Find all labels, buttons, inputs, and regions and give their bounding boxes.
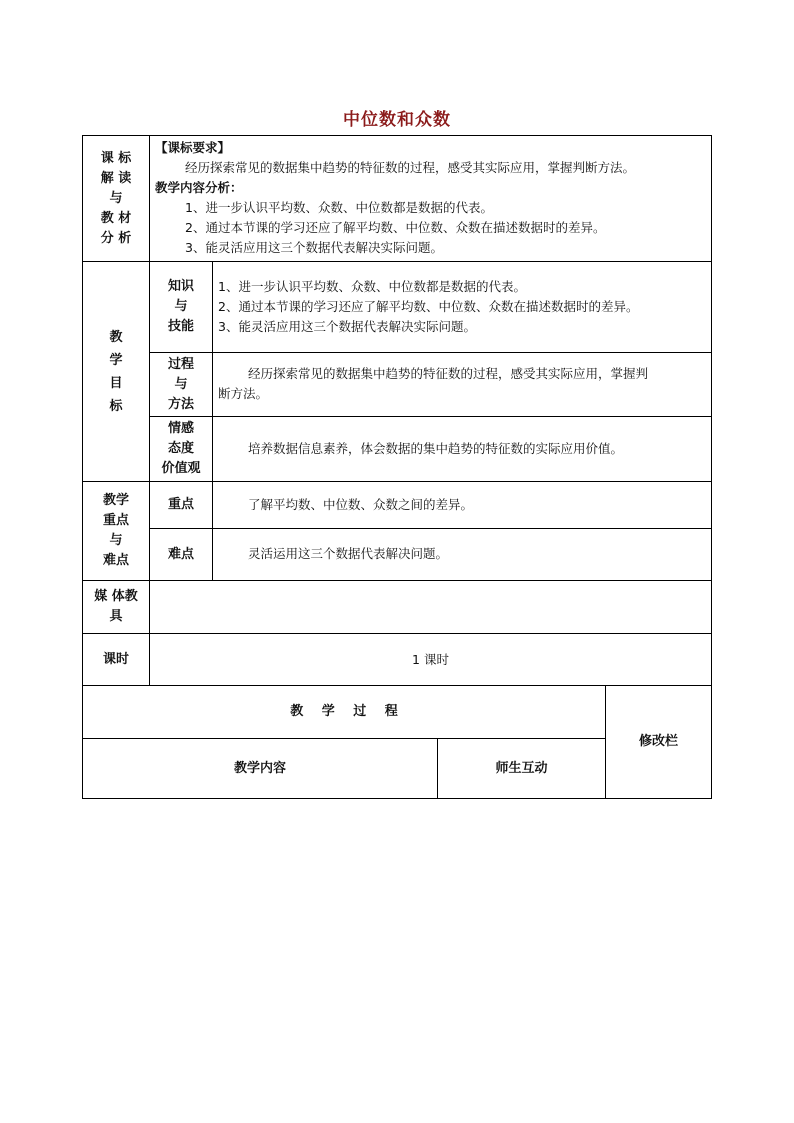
focus-label: 教学 重点 与 难点 (102, 493, 129, 568)
knowledge-label: 知识 与 技能 (167, 279, 194, 334)
analysis-item: 2、通过本节课的学习还应了解平均数、中位数、众数在描述数据时的差异。 (185, 220, 606, 235)
standards-label: 课 标 解 读 与 教 材 分 析 (100, 150, 132, 246)
knowledge-item: 2、通过本节课的学习还应了解平均数、中位数、众数在描述数据时的差异。 (218, 299, 639, 314)
document-title: 中位数和众数 (343, 110, 451, 130)
knowledge-item: 1、进一步认识平均数、众数、中位数都是数据的代表。 (218, 279, 526, 294)
difficulty-content: 灵活运用这三个数据代表解决问题。 (248, 546, 449, 561)
process-method-label: 过程 与 方法 (167, 356, 194, 412)
difficulty-label: 难点 (167, 546, 194, 562)
period-value: 1 课时 (412, 651, 449, 667)
interaction-label: 师生互动 (495, 760, 548, 776)
standards-content (155, 138, 707, 258)
analysis-item: 1、进一步认识平均数、众数、中位数都是数据的代表。 (185, 200, 493, 215)
knowledge-item: 3、能灵活应用这三个数据代表解决实际问题。 (218, 319, 476, 334)
media-label: 媒 体教 具 (94, 589, 138, 624)
knowledge-content (218, 277, 708, 337)
revision-column-label: 修改栏 (638, 734, 678, 749)
goals-label: 教 学 目 标 (109, 329, 123, 414)
emotion-content: 培养数据信息素养，体会数据的集中趋势的特征数的实际应用价值。 (248, 441, 624, 456)
key-point-label: 重点 (167, 497, 194, 512)
teaching-process-heading: 教 学 过 程 (290, 704, 398, 719)
period-label: 课时 (102, 651, 129, 667)
emotion-label: 情感 态度 价值观 (161, 421, 201, 476)
process-method-content: 经历探索常见的数据集中趋势的特征数的过程，感受其实际应用，掌握判 断方法。 (218, 366, 649, 401)
analysis-heading: 教学内容分析： (155, 180, 243, 195)
analysis-item: 3、能灵活应用这三个数据代表解决实际问题。 (185, 240, 443, 255)
teaching-content-label: 教学内容 (233, 760, 286, 776)
key-point-content: 了解平均数、中位数、众数之间的差异。 (248, 497, 474, 512)
requirement-text: 经历探索常见的数据集中趋势的特征数的过程，感受其实际应用，掌握判断方法。 (185, 160, 636, 175)
requirement-heading: 【课标要求】 (155, 140, 231, 155)
